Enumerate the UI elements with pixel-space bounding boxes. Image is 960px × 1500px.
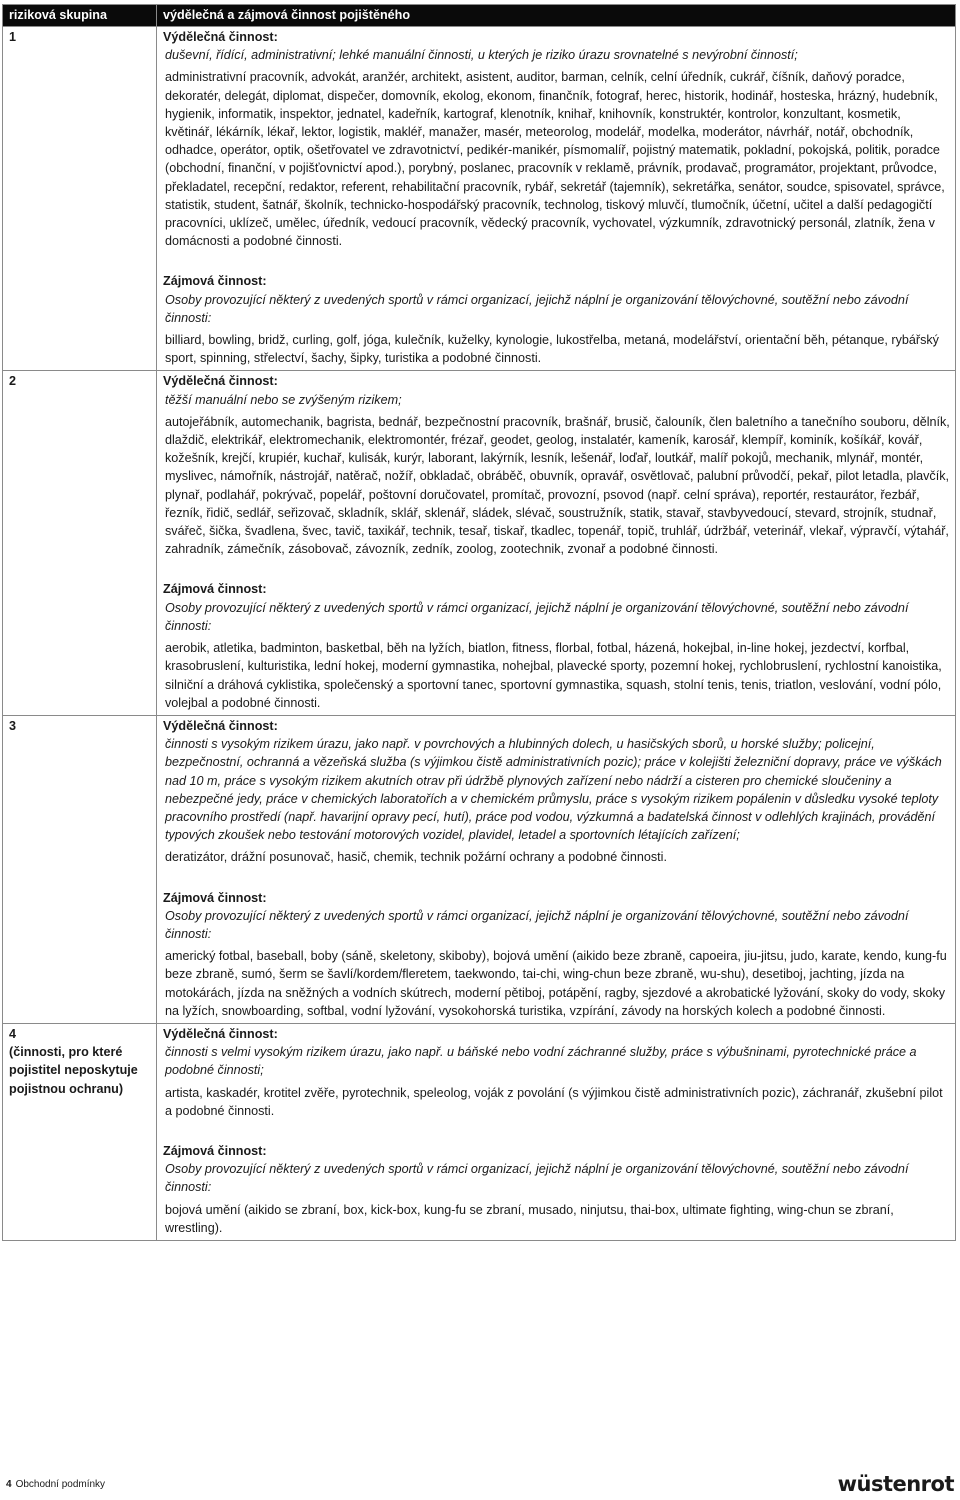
section-description: Osoby provozující některý z uvedených sportů v rámci organizací, jejichž náplní je organizování tělovýchovné, soutěžní nebo závodní činnosti: — [165, 292, 909, 325]
activity-cell — [157, 715, 956, 1023]
table-row — [3, 715, 956, 1023]
section-list: aerobik, atletika, badminton, basketbal, běh na lyžích, biatlon, fitness, florbal, fotbal, házená, hokejbal, in-line hokej, jezdectví, korfbal, krasobruslení, kulturistika, lední hokej, moderní gymnastika, nohejbal, plavecké sporty, pozemní hokej, rychlobruslení, rychlostní kanoistika, silniční a dráhová cyklistika, společenský a sportovní tanec, sportovní gymnastika, squash, stolní tenis, tenis, triatlon, veslování, vodní pólo, volejbal a podobné činnosti. — [165, 641, 942, 710]
page-footer — [6, 1479, 105, 1490]
section-title: Výdělečná činnost: — [163, 374, 278, 389]
risk-group-label: 3 — [3, 715, 157, 1023]
activity-cell — [157, 27, 956, 371]
table-row — [3, 371, 956, 715]
section-description: těžší manuální nebo se zvýšeným rizikem; — [165, 392, 402, 407]
section-hobby — [163, 1142, 951, 1237]
activity-cell — [157, 371, 956, 715]
risk-group-table — [2, 4, 956, 1241]
section-list: bojová umění (aikido se zbraní, box, kick-box, kung-fu se zbraní, musado, ninjutsu, thai-box, ultimate fighting, wing-chun se zbraní, wrestling). — [165, 1202, 894, 1235]
section-earning — [163, 1025, 951, 1120]
section-hobby — [163, 580, 951, 711]
section-description: činnosti s vysokým rizikem úrazu, jako např. v povrchových a hlubinných dolech, u hasičských sborů, u horské služby; policejní, bezpečnostní, ochranná a vězeňská služba (s výjimkou čistě administrativních pozic); práce v kolejišti železniční dopravy, práce ve výškách nad 10 m, práce s vysokým rizikem akutních otrav při údržbě plynových zařízení nebo nádrží a cisteren pro chemické sloučeniny a nebezpečné jedy, práce v chemických laboratořích a v chemickém průmyslu, práce s vysokým rizikem popálenin v důsledku vysoké teploty pracovního prostředí (např. havarijní opravy pecí, hutí), práce pod vodou, výzkumná a badatelská činnost v odlehlých krajinách, provádění typových zkoušek nebo testování motorových vozidel, plavidel, letadel a sportovních létajících zařízení; — [165, 737, 942, 843]
document-title: Obchodní podmínky — [15, 1479, 106, 1490]
activity-cell — [157, 1023, 956, 1240]
section-hobby — [163, 889, 951, 1020]
section-list: americký fotbal, baseball, boby (sáně, skeletony, skiboby), bojová umění (aikido beze zbraně, capoeira, jiu-jitsu, judo, karate, kendo, kung-fu beze zbraně, sumó, šerm se šavlí/kordem/fleretem, taekwondo, tai-chi, wing-chun beze zbraně, wu-shu), desetiboj, jachting, jízda na motokárách, jízda na sněžných a vodních skútrech, moderní pětiboj, potápění, ragby, sjezdové a akrobatické lyžování, skoky do vody, skoky na lyžích, snowboarding, softbal, vodní lyžování, vysokohorská turistika, vzpírání, závody na horských kolech a podobné činnosti. — [165, 949, 947, 1018]
section-hobby — [163, 272, 951, 367]
section-description: Osoby provozující některý z uvedených sportů v rámci organizací, jejichž náplní je organizování tělovýchovné, soutěžní nebo závodní činnosti: — [165, 1162, 909, 1195]
risk-group-label: 1 — [3, 27, 157, 371]
section-title: Výdělečná činnost: — [163, 1026, 278, 1041]
section-description: Osoby provozující některý z uvedených sportů v rámci organizací, jejichž náplní je organizování tělovýchovné, soutěžní nebo závodní činnosti: — [165, 908, 909, 941]
section-description: činnosti s velmi vysokým rizikem úrazu, jako např. u báňské nebo vodní záchranné služby, práce s výbušninami, pyrotechnické práce a podobné činnosti; — [165, 1045, 917, 1078]
section-earning — [163, 28, 951, 250]
section-list: administrativní pracovník, advokát, aranžér, architekt, asistent, auditor, barman, celník, celní úředník, cukrář, číšník, daňový poradce, dekoratér, delegát, diplomat, dispečer, domovník, ekolog, ekonom, finančník, fotograf, herec, historik, hodinář, hosteska, hrázný, hudebník, hygienik, informatik, inspektor, jednatel, kadeřník, kartograf, klenotník, knihař, knihovník, konstruktér, kontrolor, konzultant, kosmetik, květinář, lékárník, lékař, lektor, logistik, makléř, manažer, masér, meteorolog, modelář, modelka, moderátor, návrhář, notář, obchodník, odhadce, operátor, optik, ošetřovatel ve zdravotnictví, pedikér-manikér, písmomalíř, pojistný matematik, pokladní, pokojská, politik, poradce (obchodní, finanční, v pojišťovnictví apod.), porybný, poslanec, pracovník v reklamě, právník, prodavač, programátor, projektant, průvodce, překladatel, recepční, redaktor, referent, rehabilitační pracovník, rybář, sekretář (tajemník), sekretářka, senátor, soudce, spisovatel, správce, statistik, student, šatnář, školník, technicko-hospodářský pracovník, technolog, tiskový mluvčí, tlumočník, účetní, učitel a další pedagogičtí pracovníci, uklízeč, umělec, úředník, vedoucí pracovník, vědecký pracovník, vychovatel, výzkumník, zdravotnický personál, zlatník, žena v domácnosti a podobné činnosti. — [165, 70, 945, 249]
section-title: Zájmová činnost: — [163, 582, 267, 597]
risk-group-label: 4 (činnosti, pro které pojistitel neposkytuje pojistnou ochranu) — [3, 1023, 157, 1240]
page-number: 4 — [6, 1479, 12, 1490]
section-title: Zájmová činnost: — [163, 890, 267, 905]
table-row — [3, 1023, 956, 1240]
brand-logo: wüstenrot — [837, 1472, 954, 1496]
section-list: artista, kaskadér, krotitel zvěře, pyrotechnik, speleolog, voják z povolání (s výjimkou čistě administrativních pozic), záchranář, zkušební pilot a podobné činnosti. — [165, 1085, 943, 1118]
section-description: Osoby provozující některý z uvedených sportů v rámci organizací, jejichž náplní je organizování tělovýchovné, soutěžní nebo závodní činnosti: — [165, 600, 909, 633]
section-earning — [163, 717, 951, 867]
section-list: autojeřábník, automechanik, bagrista, bednář, bezpečnostní pracovník, brašnář, brusič, čalouník, člen baletního a tanečního souboru, dělník, dlaždič, elektrikář, elektromechanik, elektromontér, frézař, geodet, geolog, instalatér, kameník, karosář, klempíř, kominík, košíkář, kovář, kožešník, krejčí, krupiér, kuchař, kulisák, kurýr, laborant, lakýrník, lesník, lešenář, loďař, loutkář, malíř pokojů, mechanik, mlynář, montér, myslivec, námořník, nástrojář, natěrač, nožíř, obkladač, obráběč, obuvník, opravář, osvětlovač, palubní průvodčí, pekař, pilot letadla, plavčík, plynař, podlahář, pokrývač, popelář, poštovní doručovatel, promítač, provozní, psovod (např. celní správa), reportér, restaurátor, řezbář, řezník, řidič, sedlář, seřizovač, skladník, sklář, sklenář, sládek, slévač, soustružník, statik, stavař, stavbyvedoucí, stevard, strojník, studnař, svářeč, šička, švadlena, švec, tavič, taxikář, technik, tesař, tiskař, tkadlec, topenář, topič, truhlář, údržbář, veterinář, vlekař, výpravčí, výtahář, zahradník, zámečník, zásobovač, závozník, zedník, zoolog, zootechnik, zvonař a podobné činnosti. — [165, 414, 950, 557]
table-row — [3, 27, 956, 371]
section-title: Zájmová činnost: — [163, 1143, 267, 1158]
header-risk-group: riziková skupina — [3, 5, 157, 27]
section-earning — [163, 372, 951, 558]
section-title: Výdělečná činnost: — [163, 718, 278, 733]
section-list: deratizátor, drážní posunovač, hasič, chemik, technik požární ochrany a podobné činnosti. — [165, 850, 667, 865]
section-title: Výdělečná činnost: — [163, 30, 278, 44]
header-activity: výdělečná a zájmová činnost pojištěného — [157, 5, 956, 27]
section-description: duševní, řídící, administrativní; lehké manuální činnosti, u kterých je riziko úrazu srovnatelné s nevýrobní činností; — [165, 48, 798, 63]
section-title: Zájmová činnost: — [163, 274, 267, 289]
section-list: billiard, bowling, bridž, curling, golf, jóga, kulečník, kuželky, kynologie, lukostřelba, metaná, modelářství, orientační běh, pétanque, rybářský sport, spinning, střelectví, šachy, šipky, turistika a podobné činnosti. — [165, 333, 939, 366]
risk-group-label: 2 — [3, 371, 157, 715]
table-header-row — [3, 5, 956, 27]
